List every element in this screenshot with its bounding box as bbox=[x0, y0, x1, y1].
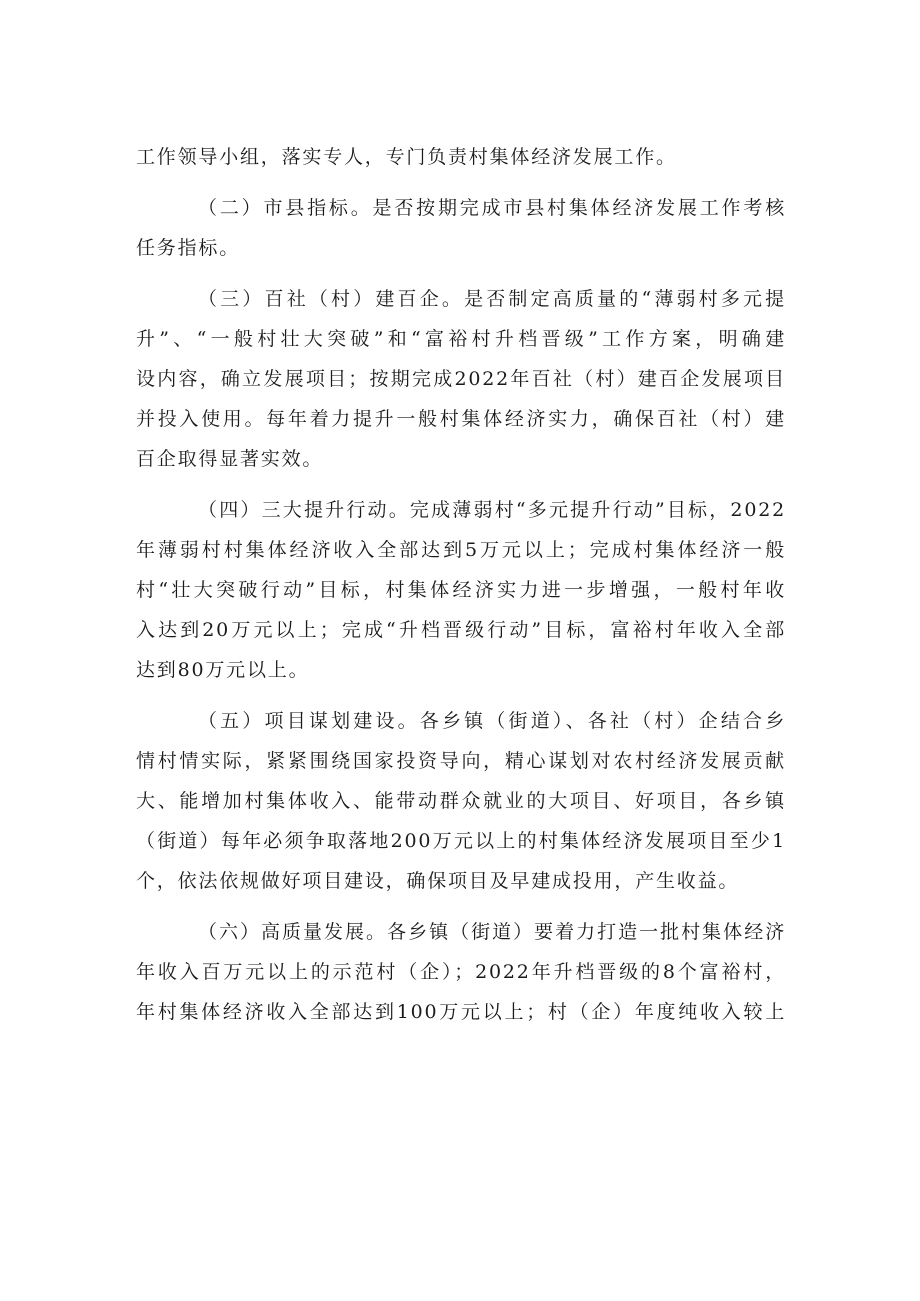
text-line: 设内容，确立发展项目；按期完成2022年百社（村）建百企发展项目 bbox=[136, 368, 786, 390]
text-line: 情村情实际，紧紧围绕国家投资导向，精心谋划对农村经济发展贡献 bbox=[136, 750, 786, 772]
paragraph-city-county-indicators bbox=[136, 188, 786, 268]
paragraph-project-planning bbox=[136, 701, 786, 901]
text-line: 年收入百万元以上的示范村（企）；2022年升档晋级的8个富裕村， bbox=[136, 961, 786, 983]
text-line: （三）百社（村）建百企。是否制定高质量的“薄弱村多元提 bbox=[198, 288, 786, 310]
text-line: （四）三大提升行动。完成薄弱村“多元提升行动”目标，2022 bbox=[198, 499, 786, 521]
text-line: （街道）每年必须争取落地200万元以上的村集体经济发展项目至少1 bbox=[136, 830, 786, 852]
text-line: （二）市县指标。是否按期完成市县村集体经济发展工作考核 bbox=[198, 197, 786, 219]
text-line: 年村集体经济收入全部达到100万元以上；村（企）年度纯收入较上 bbox=[136, 1001, 786, 1023]
text-line: 入达到20万元以上；完成“升档晋级行动”目标，富裕村年收入全部 bbox=[136, 619, 786, 641]
text-line: 百企取得显著实效。 bbox=[136, 448, 324, 470]
paragraph-continuation bbox=[136, 137, 786, 177]
text-line: 工作领导小组，落实专人，专门负责村集体经济发展工作。 bbox=[136, 146, 677, 168]
text-line: 年薄弱村村集体经济收入全部达到5万元以上；完成村集体经济一般 bbox=[136, 539, 786, 561]
paragraph-hundred-villages-hundred-enterprises bbox=[136, 279, 786, 479]
text-line: 并投入使用。每年着力提升一般村集体经济实力，确保百社（村）建 bbox=[136, 408, 786, 430]
text-line: 村“壮大突破行动”目标，村集体经济实力进一步增强，一般村年收 bbox=[136, 579, 786, 601]
text-line: 任务指标。 bbox=[136, 237, 241, 259]
document-body bbox=[136, 137, 786, 1043]
text-line: 个，依法依规做好项目建设，确保项目及早建成投用，产生收益。 bbox=[136, 870, 740, 892]
text-line: 升”、“一般村壮大突破”和“富裕村升档晋级”工作方案，明确建 bbox=[136, 328, 786, 350]
text-line: （六）高质量发展。各乡镇（街道）要着力打造一批村集体经济 bbox=[198, 921, 786, 943]
text-line: 大、能增加村集体收入、能带动群众就业的大项目、好项目，各乡镇 bbox=[136, 790, 786, 812]
paragraph-three-upgrade-actions bbox=[136, 490, 786, 690]
text-line: 达到80万元以上。 bbox=[136, 659, 310, 681]
text-line: （五）项目谋划建设。各乡镇（街道）、各社（村）企结合乡 bbox=[198, 710, 786, 732]
paragraph-high-quality-development bbox=[136, 912, 786, 1032]
